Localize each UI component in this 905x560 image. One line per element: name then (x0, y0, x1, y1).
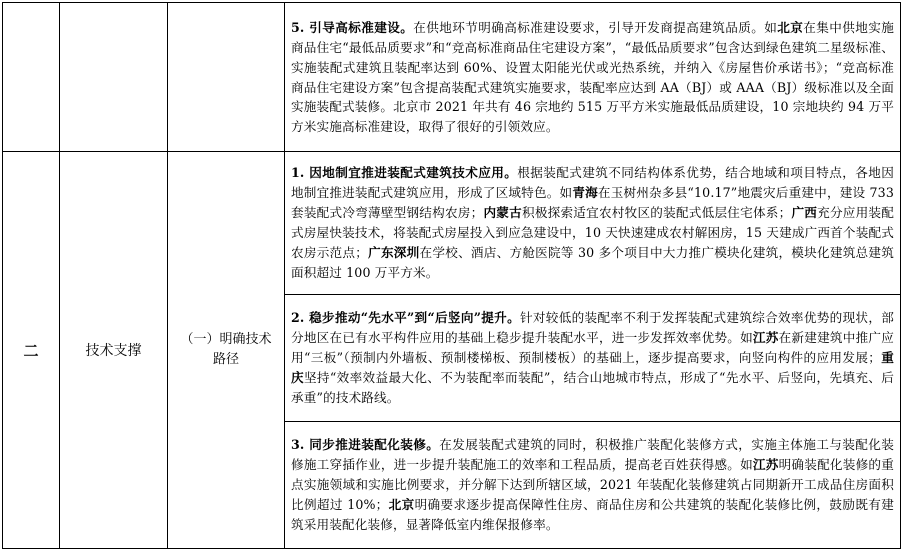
bold-text: 广东深圳 (368, 244, 420, 260)
table-row (3, 152, 901, 295)
bold-text: 北京 (388, 496, 415, 512)
content-cell (285, 152, 901, 295)
content-cell (285, 3, 901, 152)
empty-cell (3, 3, 60, 152)
bold-text: 2. 稳步推动“先水平”到“后竖向”提升。 (291, 310, 520, 326)
bold-text: 江苏 (752, 330, 779, 346)
bold-text: 重庆 (291, 350, 894, 385)
category-number: 二 (3, 152, 60, 549)
bold-text: 内蒙古 (483, 205, 522, 221)
content-cell (285, 422, 901, 549)
subcategory-label: （一）明确技术路径 (168, 152, 285, 549)
body-text: 明确装配化装修的重点实施领域和实施比例要求，并分解下达到所辖区域，2021 年装配化装修建筑占同期新开工成品住房面积比例超过 10%； (291, 457, 894, 512)
body-text: 针对较低的装配率不利于发挥装配式建筑综合效率优势的现状，部分地区在已有水平构件应用的基础上稳步提升装配水平，进一步发挥效率优势。如 (291, 310, 894, 346)
body-text: 在发展装配式建筑的同时，积极推广装配化装修方式，实施主体施工与装配化装修施工穿插作业，进一步提升装配施工的效率和工程品质，提高老百姓获得感。如 (291, 437, 895, 473)
body-text: 在供地环节明确高标准建设要求，引导开发商提高建筑品质。如 (413, 19, 778, 35)
empty-cell (168, 3, 285, 152)
body-text: 在集中供地实施商品住宅“最低品质要求”和“竞高标准商品住宅建设方案”，“最低品质要求”包含达到绿色建筑二星级标准、实施装配式建筑且装配率达到 60%、设置太阳能光伏或光热系统，并纳入《房屋售价承诺书》；“竞高标准商品住宅建设方案”包含提高装配式建筑实施要求，装配率应达到 AA（BJ）或 AAA（BJ）级标准以及全面实施装配式装修。北京市 2021 年共有 46 宗地约 515 万平方米实施最低品质建设，10 宗地块约 94 万平方米实施高标准建设，取得了很好的引领效应。 (291, 19, 894, 135)
table-row (3, 3, 901, 152)
policy-table (2, 2, 901, 549)
body-text: 在玉树州杂多县“10.17”地震灾后重建中，建设 733 套装配式冷弯薄壁型钢结构农房； (291, 185, 894, 221)
body-text: 在学校、酒店、方舱医院等 30 多个项目中大力推广模块化建筑，模块化建筑总建筑面积超过 100 万平方米。 (291, 244, 894, 280)
bold-text: 广西 (791, 205, 818, 221)
bold-text: 江苏 (752, 457, 779, 473)
bold-text: 1. 因地制宜推进装配式建筑技术应用。 (291, 165, 518, 181)
body-text: 根据装配式建筑不同结构体系优势，结合地域和项目特点，各地因地制宜推进装配式建筑应用，形成了区域特色。如 (291, 165, 894, 201)
empty-cell (60, 3, 168, 152)
bold-text: 3. 同步推进装配化装修。 (291, 437, 440, 453)
body-text: 充分应用装配式房屋快装技术，将装配式房屋投入到应急建设中，10 天快速建成农村解困房，15 天建成广西首个装配式农房示范点； (291, 205, 895, 260)
body-text: 明确要求逐步提高保障性住房、商品住房和公共建筑的装配化装修比例，鼓励既有建筑采用装配化装修，显著降低室内维保报修率。 (291, 496, 894, 532)
bold-text: 青海 (572, 185, 598, 201)
bold-text: 北京 (777, 19, 804, 35)
category-label: 技术支撑 (60, 152, 168, 549)
body-text: 积极探索适宜农村牧区的装配式低层住宅体系； (521, 205, 792, 221)
bold-text: 5. 引导高标准建设。 (291, 19, 414, 35)
content-cell (285, 295, 901, 422)
body-text: 在新建建筑中推广应用“三板”（预制内外墙板、预制楼梯板、预制楼板）的基础上，逐步提高要求，向竖向构件的应用发展； (291, 330, 894, 366)
body-text: 坚持“效率效益最大化、不为装配率而装配”，结合山地城市特点，形成了“先水平、后竖向，先填充、后承重”的技术路线。 (291, 369, 894, 405)
